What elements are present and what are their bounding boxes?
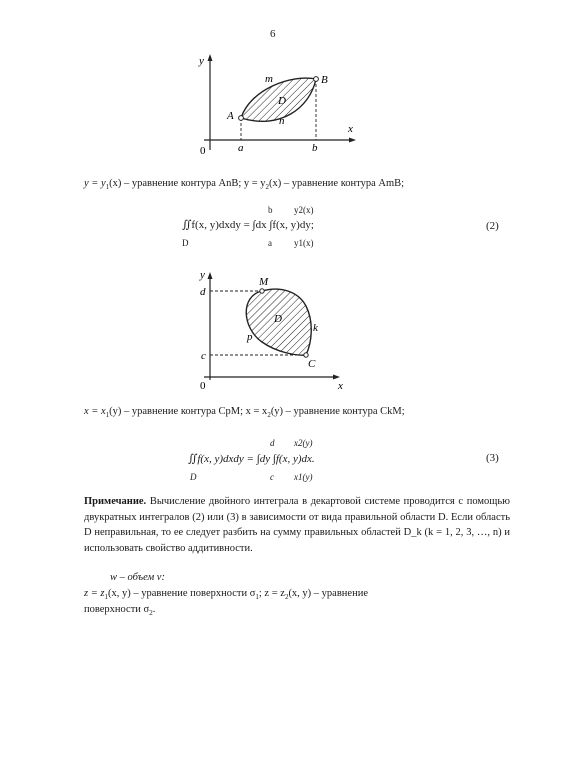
point-a: [239, 116, 244, 121]
label-x: x: [338, 380, 343, 390]
formula-2-integral: ∬f(x, y)dxdy = ∫dx ∫f(x, y)dy;: [182, 219, 314, 231]
caption-1-sub2: 2: [265, 183, 270, 192]
point-b: [314, 77, 319, 82]
note-text: Вычисление двойного интеграла в декартовой системе проводится с помощью двукратных интегралов (2) или (3) в зависимости от вида правильной области D. Если область D неправильная, то ее следует разбить на сумму правильных областей D_k (k = 1, 2, 3, …, n) и использовать свойство аддитивности.: [84, 496, 510, 554]
formula-2-lower1: a: [268, 238, 272, 248]
caption-2-part3: (y) – уравнение контура CkM;: [270, 406, 405, 417]
formula-3-region: D: [190, 472, 197, 482]
label-point-m: M: [259, 276, 269, 288]
caption-2-part2: (y) – уравнение контура CpM; x = x: [109, 406, 268, 417]
volume-line-3-b: .: [152, 604, 156, 615]
volume-line-3-sub: 2: [149, 609, 153, 618]
label-m: m: [265, 73, 273, 85]
label-y: y: [200, 269, 205, 281]
formula-3-upper1: d: [270, 438, 275, 448]
caption-1-part3: (x) – уравнение контура AmB;: [269, 178, 405, 189]
x-axis-arrow: [349, 138, 356, 143]
point-c: [304, 353, 308, 357]
volume-line-1: [110, 572, 165, 583]
label-b: b: [312, 142, 318, 154]
label-point-b: B: [321, 74, 328, 86]
formula-3-integral: ∬f(x, y)dxdy = ∫dy ∫f(x, y)dx.: [188, 453, 315, 465]
formula-3: [178, 436, 418, 486]
caption-1-part1: y = y: [84, 178, 106, 189]
formula-2-upper2: y2(x): [294, 205, 314, 215]
formula-2-upper1: b: [268, 205, 273, 215]
formula-2: [170, 204, 410, 250]
label-n: n: [279, 115, 285, 127]
formula-3-lower1: c: [270, 472, 274, 482]
volume-line-3: [84, 604, 155, 617]
label-d-axis: d: [200, 286, 206, 298]
volume-line-2-b: (x, y) – уравнение поверхности σ: [108, 588, 256, 599]
label-d: D: [274, 313, 282, 325]
note-title: Примечание.: [84, 496, 147, 507]
volume-line-3-a: поверхности σ: [84, 604, 150, 615]
formula-3-lower2: x1(y): [294, 472, 313, 482]
label-p: p: [247, 331, 253, 343]
figure-region-y-simple: [196, 266, 356, 390]
figure-region-x-simple: [190, 48, 370, 160]
formula-2-region: D: [182, 238, 189, 248]
caption-1-part2: (x) – уравнение контура AnB; y = y: [109, 178, 266, 189]
label-d: D: [278, 95, 286, 107]
x-axis-arrow: [333, 375, 340, 380]
label-k: k: [313, 322, 318, 334]
label-origin: 0: [200, 380, 206, 390]
label-a: a: [238, 142, 244, 154]
page-number: 6: [270, 28, 276, 40]
label-x: x: [348, 123, 353, 135]
formula-3-upper2: x2(y): [294, 438, 313, 448]
caption-1: [84, 178, 404, 191]
label-point-c: C: [308, 358, 316, 370]
y-axis-arrow: [208, 54, 213, 61]
caption-2-sub1: 1: [105, 411, 110, 420]
volume-line-2-a: z = z: [84, 588, 105, 599]
volume-line-2-d: (x, y) – уравнение: [288, 588, 368, 599]
formula-2-lower2: y1(x): [294, 238, 314, 248]
label-origin: 0: [200, 145, 206, 157]
volume-line-2-sub1: 1: [104, 593, 109, 602]
y-axis-arrow: [208, 272, 213, 279]
label-y: y: [199, 55, 204, 67]
caption-2-part1: x = x: [84, 406, 106, 417]
volume-line-2-c: ; z = z: [258, 588, 285, 599]
caption-2: [84, 406, 405, 419]
caption-2-sub2: 2: [267, 411, 271, 420]
formula-3-number: (3): [486, 452, 499, 464]
volume-line-1-text: w – объем v:: [110, 572, 165, 583]
caption-1-sub1: 1: [105, 183, 110, 192]
note-paragraph: [84, 494, 510, 556]
volume-line-2-sub3: 2: [284, 593, 289, 602]
volume-line-2-sub2: 1: [255, 593, 259, 602]
volume-line-2: [84, 588, 368, 601]
label-c-axis: c: [201, 350, 206, 362]
point-m: [260, 289, 264, 293]
label-point-a: A: [227, 110, 234, 122]
formula-2-number: (2): [486, 220, 499, 232]
